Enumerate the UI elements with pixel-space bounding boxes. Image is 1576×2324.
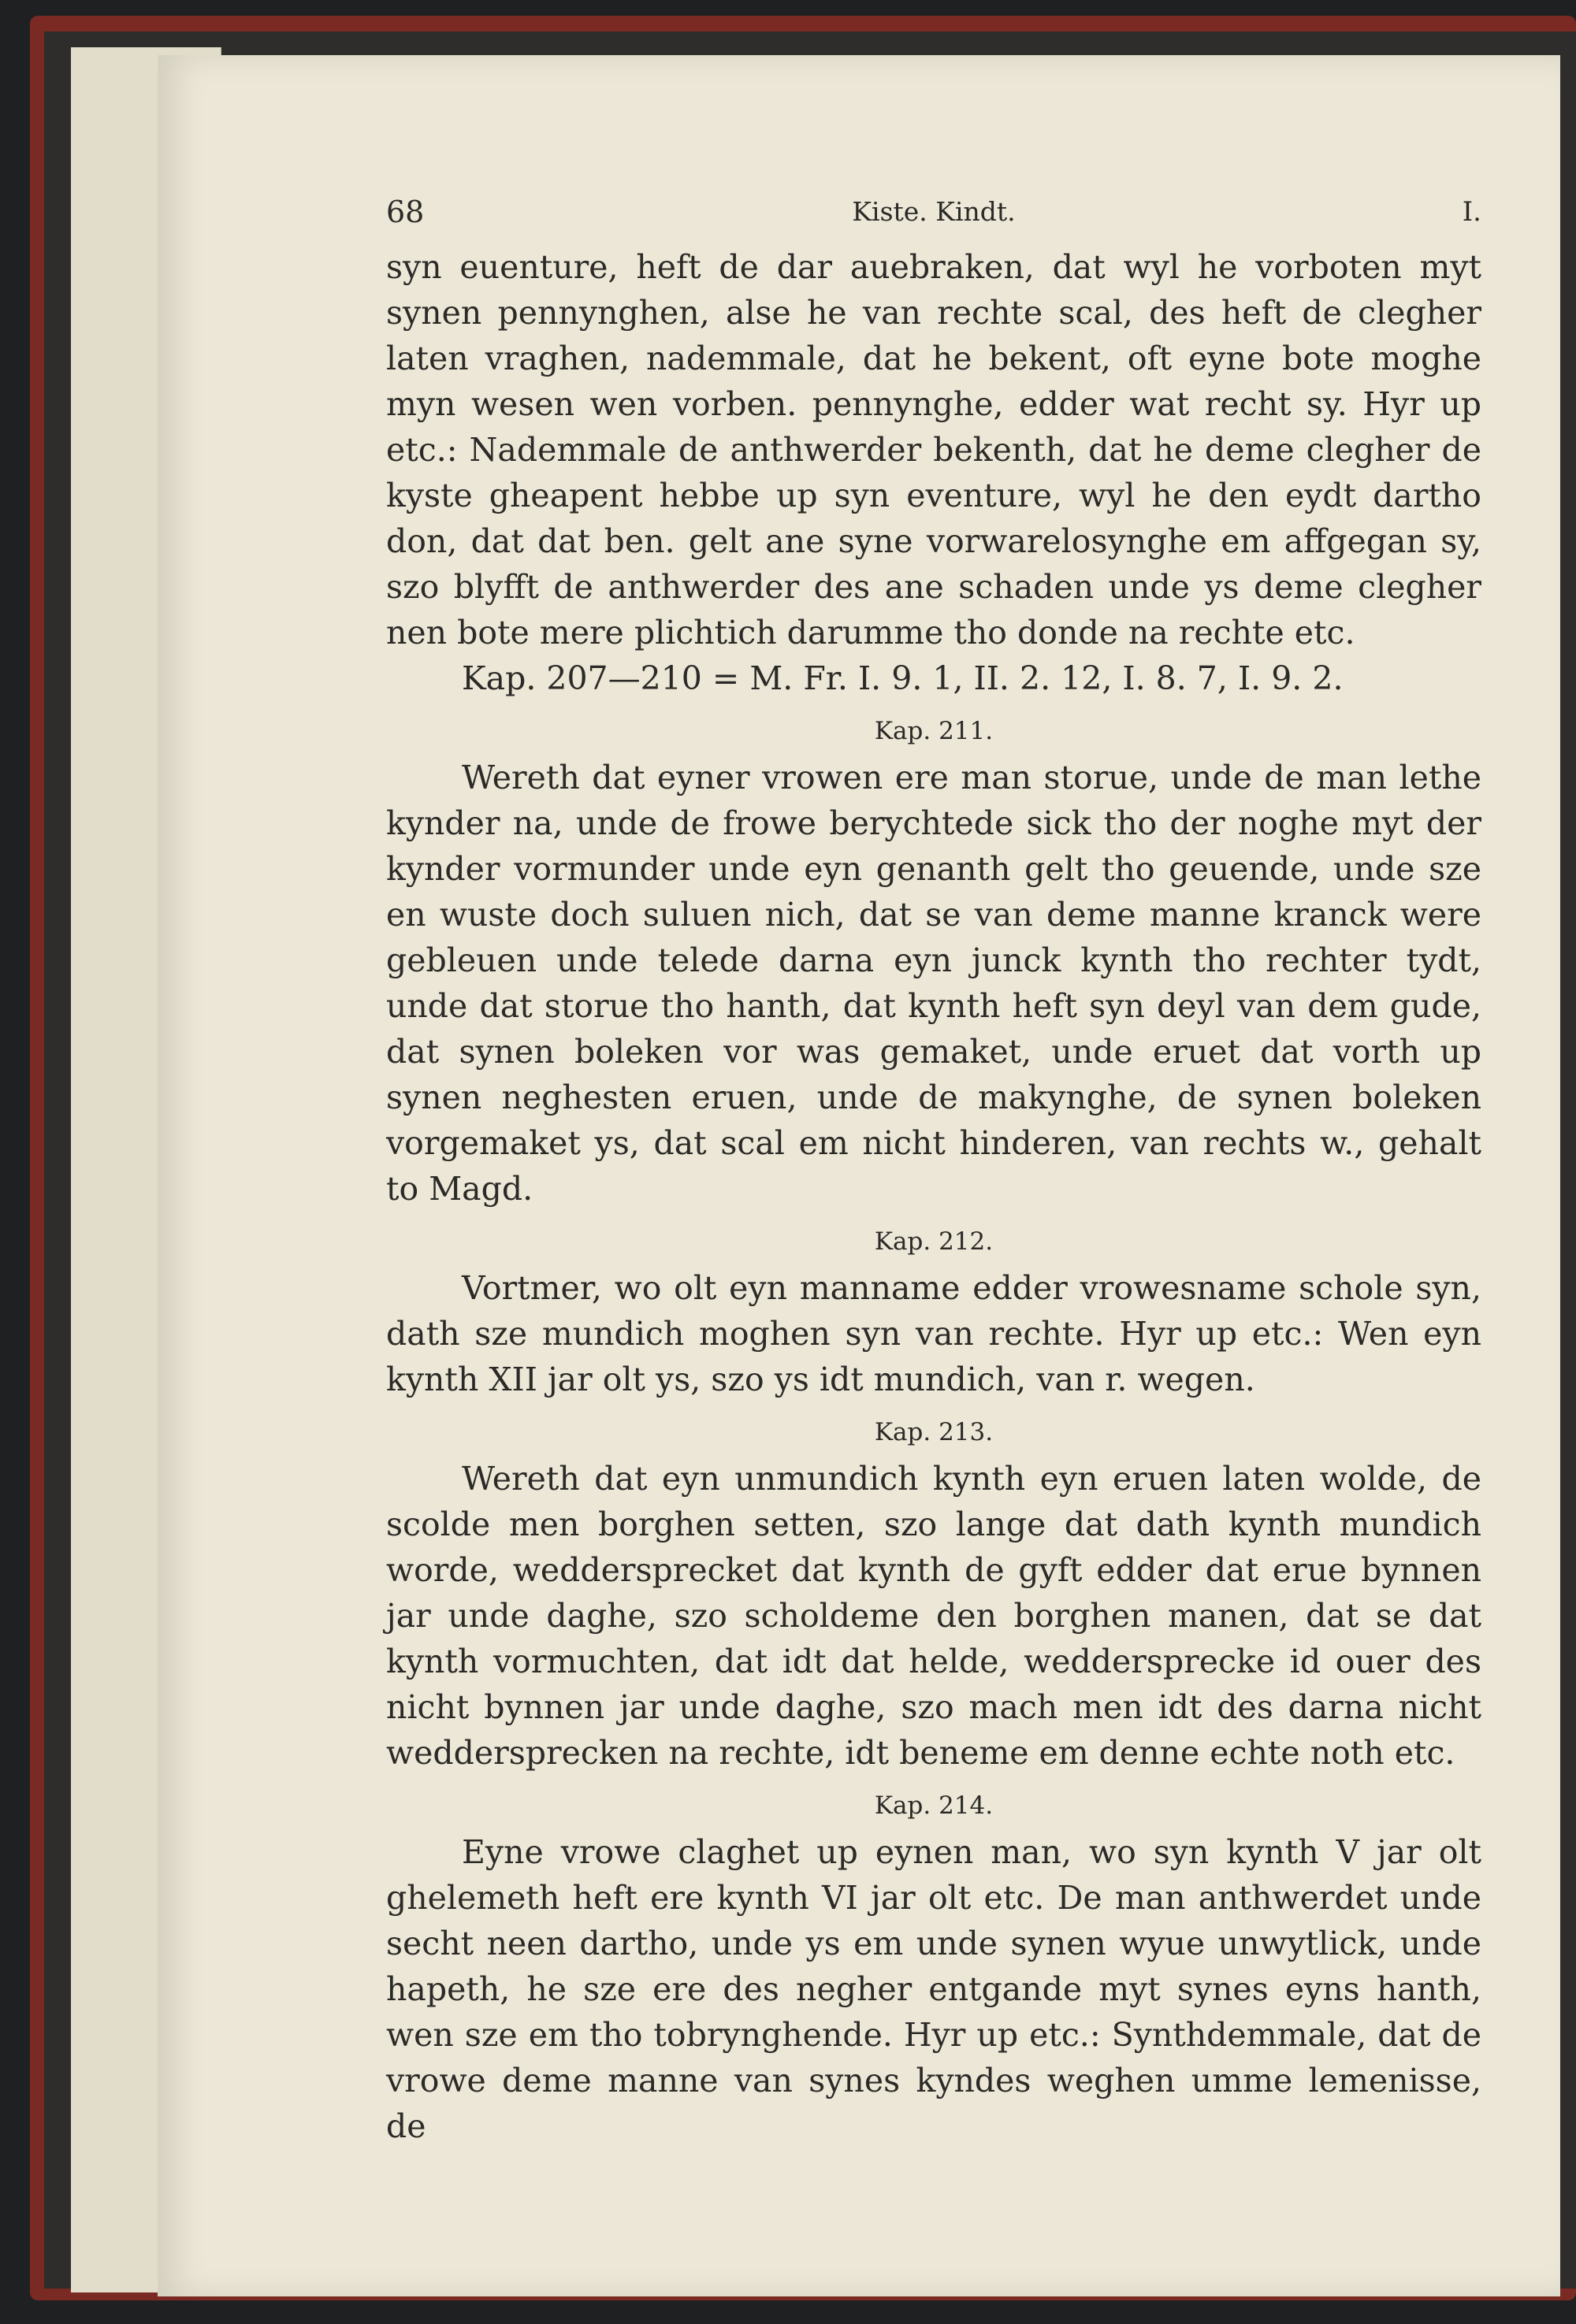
chapter-heading-214: Kap. 214. (874, 1791, 994, 1820)
chapter-text-214: Eyne vrowe claghet up eynen man, wo syn kynth V jar olt ghelemeth heft ere kynth VI jar olt etc. De man anthwerdet unde secht neen dartho, unde ys em unde synen wyue unwytlick, unde hapeth, he sze ere des negher entgande myt synes eyns hanth, wen sze em tho tobrynghende. Hyr up etc.: Synthdemmale, dat de vrowe deme manne van synes kyndes weghen umme lemenisse, de (386, 1833, 1481, 2145)
volume-number: I. (1462, 196, 1481, 228)
running-header (386, 189, 1481, 244)
page-text (386, 189, 1481, 2149)
page-number: 68 (386, 195, 425, 229)
opening-paragraph: syn euenture, heft de dar auebraken, dat wyl he vorboten myt synen pennynghen, alse he van rechte scal, des heft de clegher laten vraghen, nademmale, dat he bekent, oft eyne bote moghe myn wesen wen vorben. pennynghe, edder wat recht sy. Hyr up etc.: Nademmale de anthwerder bekenth, dat he deme clegher de kyste gheapent hebbe up syn eventure, wyl he den eydt dartho don, dat dat ben. gelt ane syne vorwarelosynghe em affgegan sy, szo blyfft de anthwerder des ane schaden unde ys deme clegher nen bote mere plichtich darumme tho donde na rechte etc. (386, 248, 1481, 652)
chapter-text-212: Vortmer, wo olt eyn manname edder vrowesname schole syn, dath sze mundich moghen syn van rechte. Hyr up etc.: Wen eyn kynth XII jar olt ys, szo ys idt mundich, van r. wegen. (386, 1269, 1481, 1398)
chapter-heading-212: Kap. 212. (874, 1227, 994, 1256)
chapter-text-213: Wereth dat eyn unmundich kynth eyn eruen laten wolde, de scolde men borghen setten, szo lange dat dath kynth mundich worde, weddersprecket dat kynth de gyft edder dat erue bynnen jar unde daghe, szo scholdeme den borghen manen, dat se dat kynth vormuchten, dat idt dat helde, weddersprecke id ouer des nicht bynnen jar unde daghe, szo mach men idt des darna nicht weddersprecken na rechte, idt beneme em denne echte noth etc. (386, 1460, 1481, 1772)
chapter-heading-213: Kap. 213. (874, 1418, 994, 1446)
chapter-heading-211: Kap. 211. (874, 717, 994, 745)
reference-line: Kap. 207—210 = M. Fr. I. 9. 1, II. 2. 12, I. 8. 7, I. 9. 2. (462, 659, 1344, 697)
chapter-text-211: Wereth dat eyner vrowen ere man storue, unde de man lethe kynder na, unde de frowe berychtede sick tho der noghe myt der kynder vormunder unde eyn genanth gelt tho geuende, unde sze en wuste doch suluen nich, dat se van deme manne kranck were gebleuen unde telede darna eyn junck kynth tho rechter tydt, unde dat storue tho hanth, dat kynth heft syn deyl van dem gude, dat synen boleken vor was gemaket, unde eruet dat vorth up synen neghesten eruen, unde de makynghe, de synen boleken vorgemaket ys, dat scal em nicht hinderen, van rechts w., gehalt to Magd. (386, 759, 1481, 1208)
running-title: Kiste. Kindt. (852, 196, 1016, 227)
